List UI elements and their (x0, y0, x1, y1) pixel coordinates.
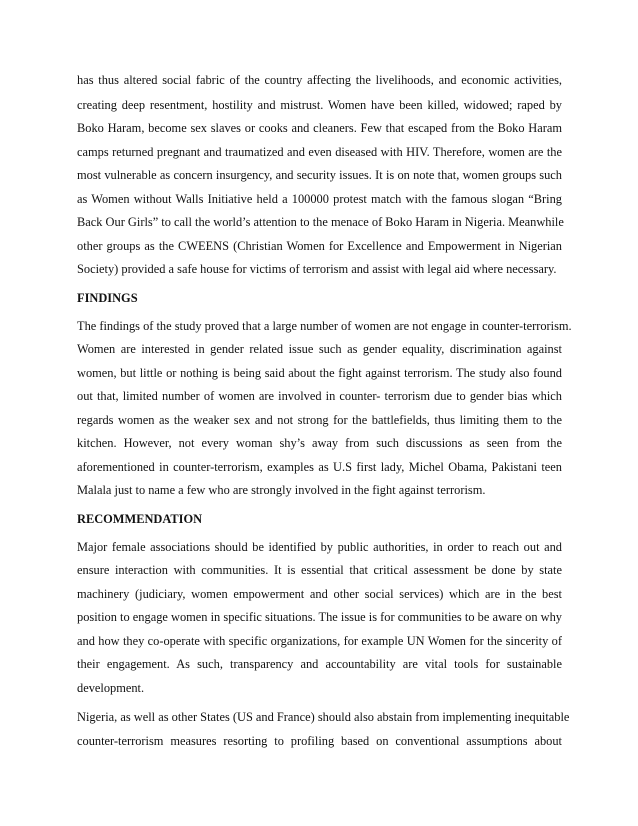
paragraph-line: Major female associations should be identified by public authorities, in order to reach out and (77, 540, 562, 554)
paragraph-line: development. (77, 681, 145, 695)
paragraph-line: most vulnerable as concern insurgency, and security issues. It is on note that, women groups such (77, 168, 562, 182)
paragraph-line: The findings of the study proved that a large number of women are not engage in counter-terrorism. (77, 319, 572, 333)
paragraph-line: machinery (judiciary, women empowerment and other social services) which are in the best (77, 587, 562, 601)
paragraph-line: kitchen. However, not every woman shy’s away from such discussions as seen from the (77, 436, 562, 450)
paragraph-line: women, but little or nothing is being said about the fight against terrorism. The study also found (77, 366, 562, 380)
paragraph-line: aforementioned in counter-terrorism, examples as U.S first lady, Michel Obama, Pakistani teen (77, 460, 562, 474)
paragraph-line: camps returned pregnant and traumatized and even diseased with HIV. Therefore, women are the (77, 145, 562, 159)
paragraph-line: Back Our Girls” to call the world’s attention to the menace of Boko Haram in Nigeria. Meanwhile (77, 215, 564, 229)
paragraph-line: Malala just to name a few who are strongly involved in the fight against terrorism. (77, 483, 486, 497)
paragraph-line: as Women without Walls Initiative held a 100000 protest match with the famous slogan “Bring (77, 192, 562, 206)
paragraph-line: Nigeria, as well as other States (US and France) should also abstain from implementing inequitable (77, 710, 570, 724)
paragraph-line: regards women as the weaker sex and not strong for the battlefields, thus limiting them to the (77, 413, 562, 427)
paragraph-line: and how they co-operate with specific organizations, for example UN Women for the sincerity of (77, 634, 562, 648)
paragraph-line: has thus altered social fabric of the country affecting the livelihoods, and economic activities, (77, 73, 562, 87)
heading-recommendation: RECOMMENDATION (77, 512, 203, 526)
paragraph-line: their engagement. As such, transparency and accountability are vital tools for sustainable (77, 657, 562, 671)
paragraph-line: creating deep resentment, hostility and mistrust. Women have been killed, widowed; raped by (77, 98, 562, 112)
paragraph-line: ensure interaction with communities. It is essential that critical assessment be done by state (77, 563, 562, 577)
paragraph-line: other groups as the CWEENS (Christian Women for Excellence and Empowerment in Nigerian (77, 239, 562, 253)
paragraph-line: Society) provided a safe house for victims of terrorism and assist with legal aid where necessary. (77, 262, 557, 276)
paragraph-line: position to engage women in specific situations. The issue is for communities to be aware on why (77, 610, 562, 624)
paragraph-line: Women are interested in gender related issue such as gender equality, discrimination against (77, 342, 562, 356)
paragraph-line: counter-terrorism measures resorting to profiling based on conventional assumptions about (77, 734, 562, 748)
heading-findings: FINDINGS (77, 291, 138, 305)
paragraph-line: out that, limited number of women are involved in counter- terrorism due to gender bias which (77, 389, 562, 403)
paragraph-line: Boko Haram, become sex slaves or cooks and cleaners. Few that escaped from the Boko Haram (77, 121, 562, 135)
